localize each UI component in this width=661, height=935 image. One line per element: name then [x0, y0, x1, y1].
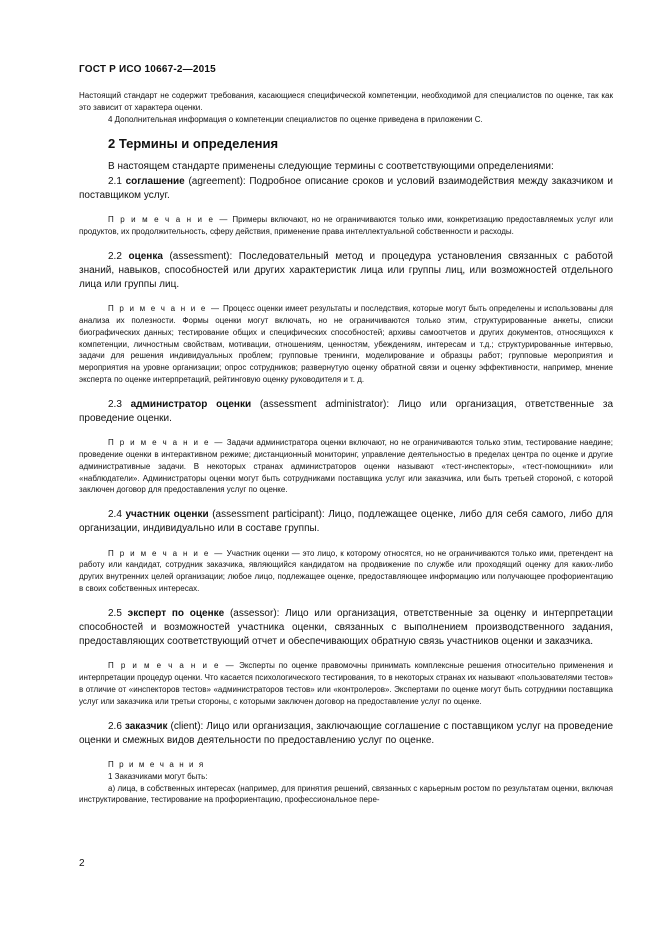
term-title: соглашение	[125, 175, 185, 187]
term-2-4: 2.4 участник оценки (assessment participant): Лицо, подлежащее оценке, либо для себя самого, либо для организации, индивидуально или в составе группы.	[79, 509, 613, 535]
term-2-1: 2.1 соглашение (agreement): Подробное описание сроков и условий взаимодействия между заказчиком и поставщиком услуг.	[79, 175, 614, 201]
term-title: участник оценки	[125, 509, 209, 521]
client-note-1: 1 Заказчиками могут быть:	[108, 771, 208, 781]
intro-note-4: 4 Дополнительная информация о компетенции специалистов по оценке приведена в приложении С.	[108, 114, 483, 124]
term-2-5-note: П р и м е ч а н и е — Эксперты по оценке правомочны принимать комплексные решения относительно применения и интерпретации процедур оценки. Что касается психологического тестирования, то в некоторых странах их называют «пользователями тестов» в отличие от «инспекторов тестов» «администраторов тестов» или «контролеров». Экспертами по оценке могут быть сотрудники поставщика услуг или заказчика или третьи стороны, с которыми заключен договор на предоставление услуг по оценке.	[79, 661, 613, 706]
page-number: 2	[79, 858, 85, 869]
term-2-3-note: П р и м е ч а н и е — Задачи администратора оценки включают, но не ограничиваются только этим, тестирование наедине; проведение оценки в интерактивном режиме; дистанционный мониторинг, управление деятельностью в пределах центра по оценке и другие административные задачи. В некоторых странах администраторов оценки называют «тест-инспекторы», «тест-помощники» или «наблюдатели». Администраторы оценки могут быть сотрудниками поставщика услуг или заказчика, или быть третьей стороной, с которой заключен договор для предоставления услуг по оценке.	[79, 438, 613, 495]
page-content	[79, 90, 613, 806]
section-intro: В настоящем стандарте применены следующие термины с соответствующими определениями:	[108, 161, 554, 173]
term-2-1-note: П р и м е ч а н и е — Примеры включают, но не ограничиваются только ими, конкретизацию предоставляемых услуг или продуктов, их продолжительность, сферу действия, применение права интеллектуальной собственности и расходы.	[79, 215, 613, 236]
document-header: ГОСТ Р ИСО 10667-2—2015	[79, 64, 216, 75]
term-title: оценка	[128, 250, 163, 262]
term-2-4-note: П р и м е ч а н и е — Участник оценки — это лицо, к которому относятся, но не ограничиваются только ими, претендент на работу или кандидат, сотрудник заказчика, являющийся кандидатом на продвижение по службе или проходящий оценку для каких-либо других внутренних целей организации; любое лицо, подлежащее оценке, предоставляющее информацию или получающее профориентацию в своих собственных интересах.	[79, 548, 614, 593]
term-2-2-note: П р и м е ч а н и е — Процесс оценки имеет результаты и последствия, которые могут быть определены и использованы для анализа их полезности. Формы оценки могут включать, но не ограничиваются только этим, структурированные анкеты, списки биографических данных; тестирование общих и специфических способностей; архивы самоотчетов и других документов, относящихся к компетенции, личностным свойствам, мотивации, отношениям, ценностям, убеждениям, интересам и т.д.; структурированные интервью, задачи для решения индивидуальных проблем; групповые тренинги, моделирование и образцы работ; групповые мероприятия и мероприятия на уровне организации; опрос сотрудников; развернутую оценку обратной связи и оценку эффективности, например, мнение эксперта по оценке интерпретаций, рейтинговую оценку руководителя и т. д.	[79, 304, 613, 384]
term-2-3: 2.3 администратор оценки (assessment administrator): Лицо или организация, ответственные за проведение оценки.	[79, 398, 614, 424]
client-note-1a: а) лица, в собственных интересах (например, для принятия решений, связанных с карьерным ростом по результатам оценки, включая инструктирование, тестирование на профориентацию, профессиональное пере-	[79, 783, 613, 805]
term-title: администратор оценки	[130, 398, 252, 410]
intro-paragraph: Настоящий стандарт не содержит требования, касающиеся специфической компетенции, необходимой для специалистов по оценке, так как это зависит от характера оценки.	[79, 91, 613, 112]
term-2-6: 2.6 заказчик (client): Лицо или организация, заключающие соглашение с поставщиком услуг на проведение оценки и смежных видов деятельности по предоставлению услуг по оценке.	[79, 720, 614, 746]
notes-heading: П р и м е ч а н и я	[108, 759, 205, 769]
term-2-2: 2.2 оценка (assessment): Последовательный метод и процедура установления связанных с работой знаний, навыков, способностей или других характеристик лица или группы лиц, или возможностей отдельного лица или группы лиц.	[79, 250, 614, 290]
term-title: эксперт по оценке	[127, 607, 225, 619]
section-title: 2 Термины и определения	[108, 136, 279, 152]
term-title: заказчик	[124, 720, 168, 732]
term-2-5: 2.5 эксперт по оценке (assessor): Лицо или организация, ответственные за оценку и интерпретации способностей и возможностей участника оценки, связанных с выполнением производственного задания, предоставляющих соответствующий отчет и обеспечивающих обратную связь участников оценки и заказчика.	[79, 607, 613, 648]
